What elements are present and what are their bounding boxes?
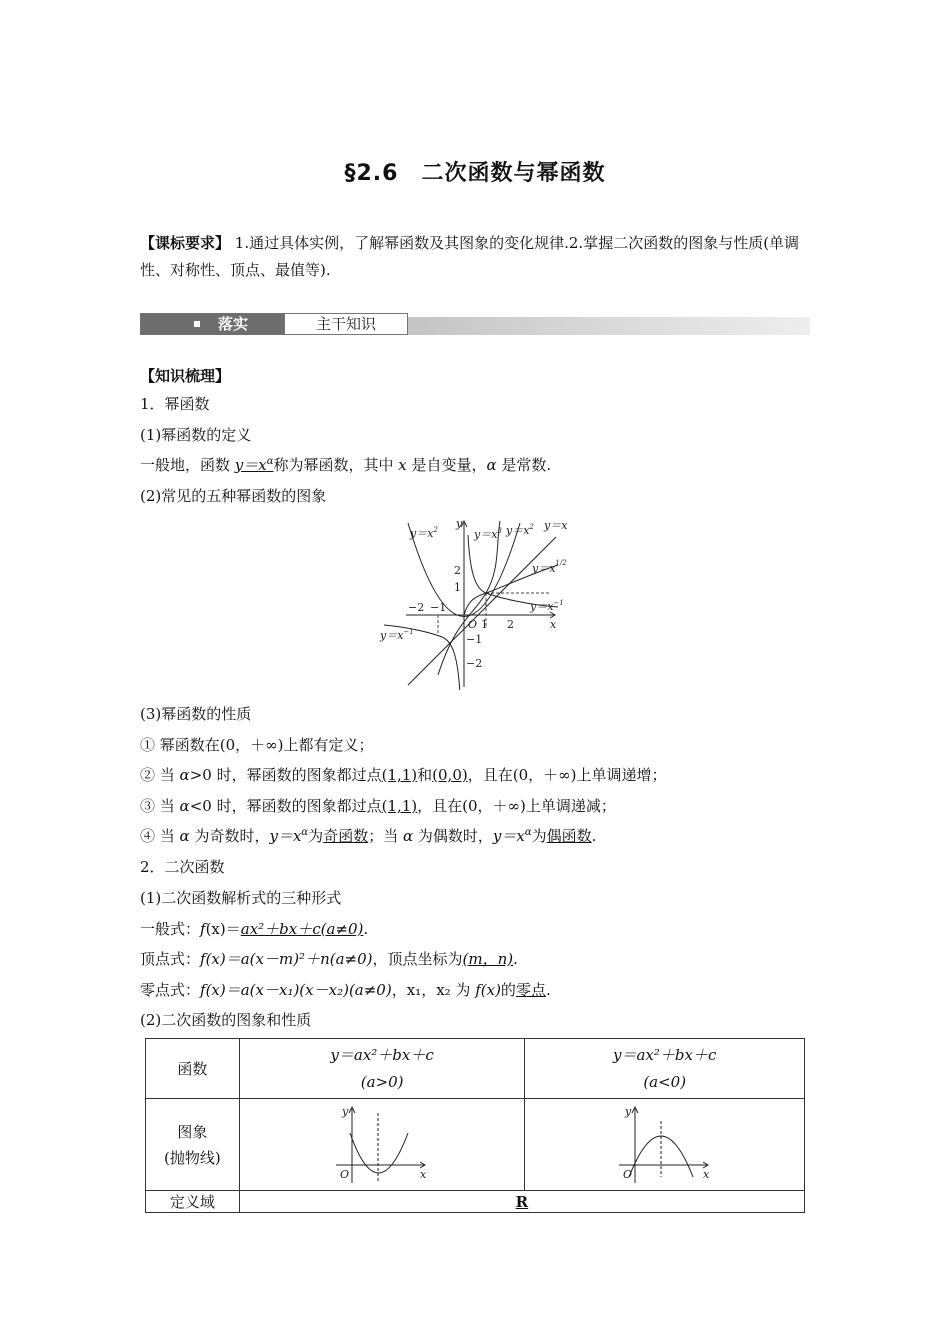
cell-graph-a-pos <box>239 1099 525 1191</box>
row-label-function: 函数 <box>146 1039 240 1099</box>
svg-text:y＝x2: $y=x^2$ <box>506 523 534 537</box>
svg-text:1: 1 <box>481 618 488 631</box>
requirements-label: 【课标要求】 <box>140 234 231 252</box>
requirements-text: 1.通过具体实例，了解幂函数及其图象的变化规律.2.掌握二次函数的图象与性质(单调性、对称性、顶点、最值等). <box>140 234 800 279</box>
svg-text:y: y <box>342 1104 349 1118</box>
svg-text:y＝x−1: $y=x^{-1}$ <box>380 628 414 642</box>
power-definition: 一般地，函数 $y=x^\alpha$称为幂函数，其中 x 是自变量，α 是常数. <box>140 456 552 474</box>
power-prop-1: ① 幂函数在(0，＋∞)上都有定义； <box>140 736 374 754</box>
domain-value: R <box>239 1191 804 1213</box>
banner-dark-tab <box>140 313 284 335</box>
power-def-heading: (1)幂函数的定义 <box>140 426 252 444</box>
table-row <box>146 1039 805 1099</box>
square-bullet-icon <box>194 321 200 327</box>
table-row <box>146 1191 805 1213</box>
power-prop-4: ④ 当 α 为奇数时，$y=x^\alpha$为奇函数；当 α 为偶数时，$y=x^\alpha$为偶函数. <box>140 827 597 845</box>
zero-form: 零点式：f(x)＝a(x－x₁)(x－x₂)(a≠0)，x₁，x₂ 为 f(x)的零点. <box>140 981 551 999</box>
power-function-graph <box>378 515 574 690</box>
power-prop-3: ③ 当 α<0 时，幂函数的图象都过点(1,1)，且在(0，＋∞)上单调递减； <box>140 797 616 815</box>
curriculum-requirements <box>140 230 812 284</box>
svg-text:y＝x3: $y=x^3$ <box>474 527 502 541</box>
svg-text:−1: −1 <box>466 633 483 646</box>
cell-graph-a-neg <box>525 1099 805 1191</box>
svg-text:−1: −1 <box>430 601 447 614</box>
banner-light-label: 主干知识 <box>284 313 408 335</box>
power-heading: 1．幂函数 <box>140 395 210 413</box>
svg-text:1: 1 <box>454 581 461 594</box>
quadratic-forms-heading: (1)二次函数解析式的三种形式 <box>140 889 342 907</box>
svg-text:y: y <box>456 517 463 530</box>
banner-dark-label: 落实 <box>218 315 249 333</box>
row-label-domain: 定义域 <box>146 1191 240 1213</box>
quadratic-properties-table <box>145 1038 805 1213</box>
svg-text:2: 2 <box>507 618 514 631</box>
svg-text:2: 2 <box>454 564 461 577</box>
power-prop-2: ② 当 α>0 时，幂函数的图象都过点(1,1)和(0,0)，且在(0，＋∞)上单调递增； <box>140 766 667 784</box>
general-form: 一般式：f(x)＝ax²＋bx＋c(a≠0). <box>140 920 369 938</box>
section-banner <box>140 313 810 337</box>
cell-function-a-pos: y＝ax²＋bx＋c (a>0) <box>239 1039 525 1099</box>
section-heading: 【知识梳理】 <box>140 367 231 385</box>
row-label-graph: 图象 (抛物线) <box>146 1099 240 1191</box>
vertex-form: 顶点式：f(x)＝a(x－m)²＋n(a≠0)，顶点坐标为(m，n). <box>140 950 518 968</box>
page-title: §2.6 二次函数与幂函数 <box>344 161 606 186</box>
parabola-up-graph <box>332 1103 432 1187</box>
parabola-down-graph <box>615 1103 715 1187</box>
svg-text:x: x <box>420 1167 427 1181</box>
cell-function-a-neg: y＝ax²＋bx＋c (a<0) <box>525 1039 805 1099</box>
svg-text:x: x <box>702 1167 709 1181</box>
quadratic-table-heading: (2)二次函数的图象和性质 <box>140 1011 312 1029</box>
svg-text:−2: −2 <box>466 657 483 670</box>
quadratic-heading: 2．二次函数 <box>140 858 225 876</box>
power-graph-heading: (2)常见的五种幂函数的图象 <box>140 487 327 505</box>
svg-text:y＝x2: $y=x^2$ <box>410 526 438 540</box>
svg-text:−2: −2 <box>408 601 425 614</box>
power-formula: $y=x^\alpha$ <box>234 456 274 474</box>
svg-text:O: O <box>622 1167 632 1181</box>
svg-text:x: x <box>550 618 557 631</box>
svg-text:y＝x1/2: $y=x^{1/2}$ <box>532 559 567 575</box>
svg-text:y＝x−1: $y=x^{-1}$ <box>530 599 564 613</box>
table-row <box>146 1099 805 1191</box>
svg-text:y＝x: y＝x <box>544 519 568 532</box>
svg-text:y: y <box>624 1104 631 1118</box>
svg-text:O: O <box>340 1167 350 1181</box>
svg-text:O: O <box>468 618 478 631</box>
power-props-heading: (3)幂函数的性质 <box>140 705 252 723</box>
